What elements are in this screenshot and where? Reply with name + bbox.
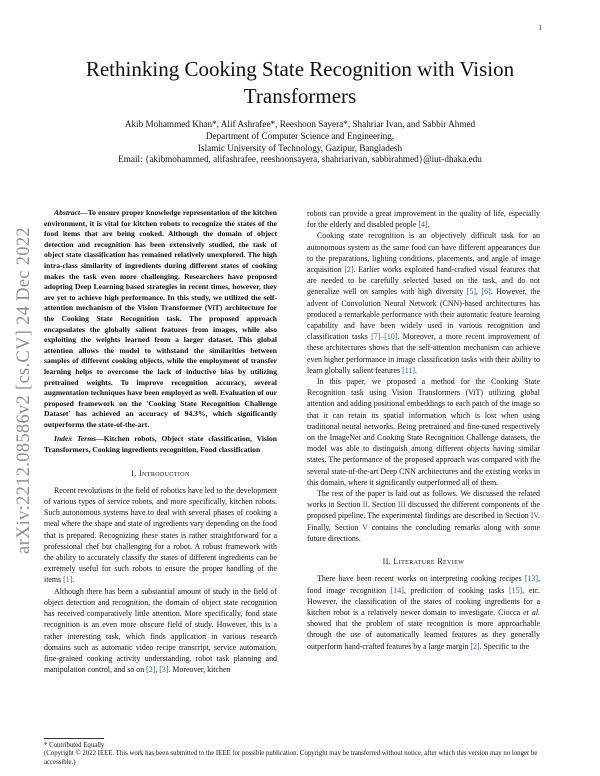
citation-link[interactable]: [14] [390, 585, 404, 595]
citation-link[interactable]: [4] [418, 220, 428, 230]
abstract [44, 208, 277, 430]
citation-link[interactable]: [5] [466, 287, 476, 297]
citation-link[interactable]: [2] [470, 641, 480, 651]
author-email: Email: {akibmohammed, alifashrafee, reeshoonsayera, shahriarivan, sabbirahmed}@iut-dhaka.edu [118, 154, 482, 165]
body-paragraph [307, 208, 540, 230]
abstract-text: —To ensure proper knowledge representation of the kitchen environment, it is vital for kitchen robots to recognize the states of the food items that are being cooked. Although the domain of object detection and recognition has been extensively studied, the task of object state classification has remained relatively unexplored. The high intra-class similarity of ingredients during different states of cooking makes the task even more challenging. Researchers have proposed adopting Deep Learning based strategies in recent times, however, they are yet to achieve high performance. In this study, we utilized the self-attention mechanism of the Vision Transformer (ViT) architecture for the Cooking State Recognition task. The proposed approach encapsulates the globally salient features from images, while also exploiting the weights learned from a larger dataset. This global attention allows the model to withstand the similarities between samples of different cooking objects, while the employment of transfer learning helps to overcome the lack of inductive bias by utilizing pretrained weights. To improve recognition accuracy, several augmentation techniques have been employed as well. Evaluation of our proposed framework on the 'Cooking State Recognition Challenge Dataset' has achieved an accuracy of 94.3%, which significantly outperforms the state-of-the-art. [44, 208, 277, 429]
index-terms-label: Index Terms [54, 434, 97, 444]
affiliation-line-2: Islamic University of Technology, Gazipur, Bangladesh [197, 142, 403, 153]
arxiv-stamp-text: arXiv:2212.08586v2 [cs.CV] 24 Dec 2022 [13, 226, 34, 554]
text-run: Recent revolutions in the field of robotics have led to the development of various types of service robots, and more specifically, kitchen robots. Such autonomous systems have to deal with several phases of cooking a meal where the shape and state of ingredients vary depending on the food that is prepared. Recognizing these states is rather straightforward for a professional chef but challenging for a robot. A robust framework with the ability to accurately classify the states of different ingredients can be extremely useful for such robots to ensure the proper handling of the items [44, 485, 277, 585]
section-link[interactable]: V [362, 522, 368, 532]
footnote-divider [44, 738, 104, 739]
text-run: . Specific to the [479, 641, 530, 651]
intro-paragraph [44, 485, 277, 586]
footnote-copyright: (Copyright © 2022 IEEE. This work has been submitted to the IEEE for possible publication. Copyright may be transferred without notice, after which this version may no longer be accessible.) [44, 750, 538, 766]
author-list: Akib Mohammed Khan*, Alif Ashrafee*, Reeshoon Sayera*, Shahriar Ivan, and Sabbir Ahmed [124, 119, 476, 129]
body-paragraph [307, 488, 540, 544]
intro-paragraph [44, 586, 277, 676]
citation-link[interactable]: [2] [146, 665, 156, 675]
affiliation-line-1: Department of Computer Science and Engineering, [205, 130, 395, 141]
footnote [44, 742, 556, 767]
body-paragraph [307, 230, 540, 376]
index-terms-text: —Kitchen robots, Object state classification, Vision Transformers, Cooking ingredients recognition, Food classification [44, 434, 278, 455]
text-run: , food image recognition [307, 574, 540, 595]
text-run: . Finally, Section [307, 511, 540, 532]
section-link[interactable]: III [397, 500, 406, 510]
text-run: The rest of the paper is laid out as follows. We discussed the related works in Section [307, 489, 540, 510]
citation-link[interactable]: [7]–[10] [371, 332, 398, 342]
text-run: . Earlier works exploited hand-crafted visual features that are needed to be carefully selected based on the task, and do not generalize well on samples with high diversity [307, 265, 540, 297]
section-heading-introduction: I. Introduction [131, 468, 190, 478]
page-number: 1 [538, 24, 542, 32]
text-run: . [427, 220, 430, 230]
text-run: . However, the advent of Convolution Neural Network (CNN)-based architectures has produced a remarkable performance with their automatic feature learning capability and have been widely used in various recognition and classification tasks [307, 287, 540, 342]
citation-link[interactable]: [3] [159, 665, 169, 675]
text-run: , prediction of cooking tasks [403, 585, 510, 595]
text-run: . Moreover, a more recent improvement of these architectures shows that the self-attention mechanism can achieve even higher performance in image classification tasks with their ability to learn globally salient features [307, 332, 540, 375]
section-heading-literature-review: II. Literature Review [382, 557, 465, 567]
lit-paragraph [307, 573, 540, 651]
text-run: contains the concluding remarks along with some future directions. [307, 522, 540, 543]
citation-link[interactable]: [11] [402, 365, 415, 375]
section-link[interactable]: II [362, 500, 368, 510]
text-run: . Moreover, kitchen [168, 665, 231, 675]
text-run: , etc. However, the classification of the states of cooking ingredients for a kitchen robot is a relatively newer domain to investigate. Ciocca [307, 585, 540, 617]
text-run: discussed the different components of the proposed pipeline. The experimental findings are described in Section [307, 500, 541, 521]
text-run: There have been recent works on interpreting cooking recipes [317, 574, 525, 584]
author-block [60, 119, 540, 166]
right-column [307, 208, 540, 652]
citation-link[interactable]: [1] [63, 575, 73, 585]
citation-link[interactable]: [15] [509, 585, 523, 595]
text-run: Although there has been a substantial amount of study in the field of object detection and recognition, the domain of object state recognition has received comparatively little attention. More specifically, food state recognition is an even more obscure field of study. However, this is a rather interesting task, which finds application in various research domains such as automatic video recipe transcript, service automation, fine-grained cooking activity understanding, robot task planning and manipulation control, and so on [44, 586, 277, 675]
text-run: et al. [523, 607, 541, 617]
text-run: . [414, 365, 417, 375]
body-paragraph: In this paper, we proposed a method for the Cooking State Recognition task using Vision Transformers (ViT) utilizing global attention and adding positional embeddings to each patch of the image so that it can retain its spatial information which is lost when using traditional neural networks. Being pretrained and fine-tuned respectively on the ImageNet and Cooking State Recognition Challenge datasets, the model was able to distinguish among different objects having similar states. The performance of the proposed approach was compared with the several state-of-the-art Deep CNN architectures and the existing works in this domain, where it significantly outperformed all of them. [307, 377, 540, 487]
paper-title: Rethinking Cooking State Recognition with Vision Transformers [85, 57, 515, 108]
text-run: showed that the problem of state recognition is more approachable through the use of automatically learned features as they generally outperform hand-crafted features by a large margin [307, 619, 540, 651]
index-terms [44, 434, 277, 455]
section-link[interactable]: IV [530, 511, 539, 521]
citation-link[interactable]: [2] [344, 265, 354, 275]
text-run: . Section [367, 500, 398, 510]
abstract-label: Abstract [54, 208, 81, 217]
text-run: . [72, 575, 75, 585]
citation-link[interactable]: [6] [481, 287, 491, 297]
text-run: , [155, 665, 160, 675]
footnote-contribution: * Contributed Equally [44, 742, 105, 749]
arxiv-stamp [8, 195, 40, 585]
left-column [44, 208, 277, 675]
citation-link[interactable]: [13] [524, 574, 539, 584]
text-run: , [476, 287, 482, 297]
text-run: Cooking state recognition is an objectively difficult task for an autonomous system as the same food can have different appearances due to the preparations, lighting conditions, placements, and angle of image acquisition [307, 231, 540, 275]
text-run: robots can provide a great improvement in the quality of life, especially for the elderly and disabled people [307, 209, 540, 230]
